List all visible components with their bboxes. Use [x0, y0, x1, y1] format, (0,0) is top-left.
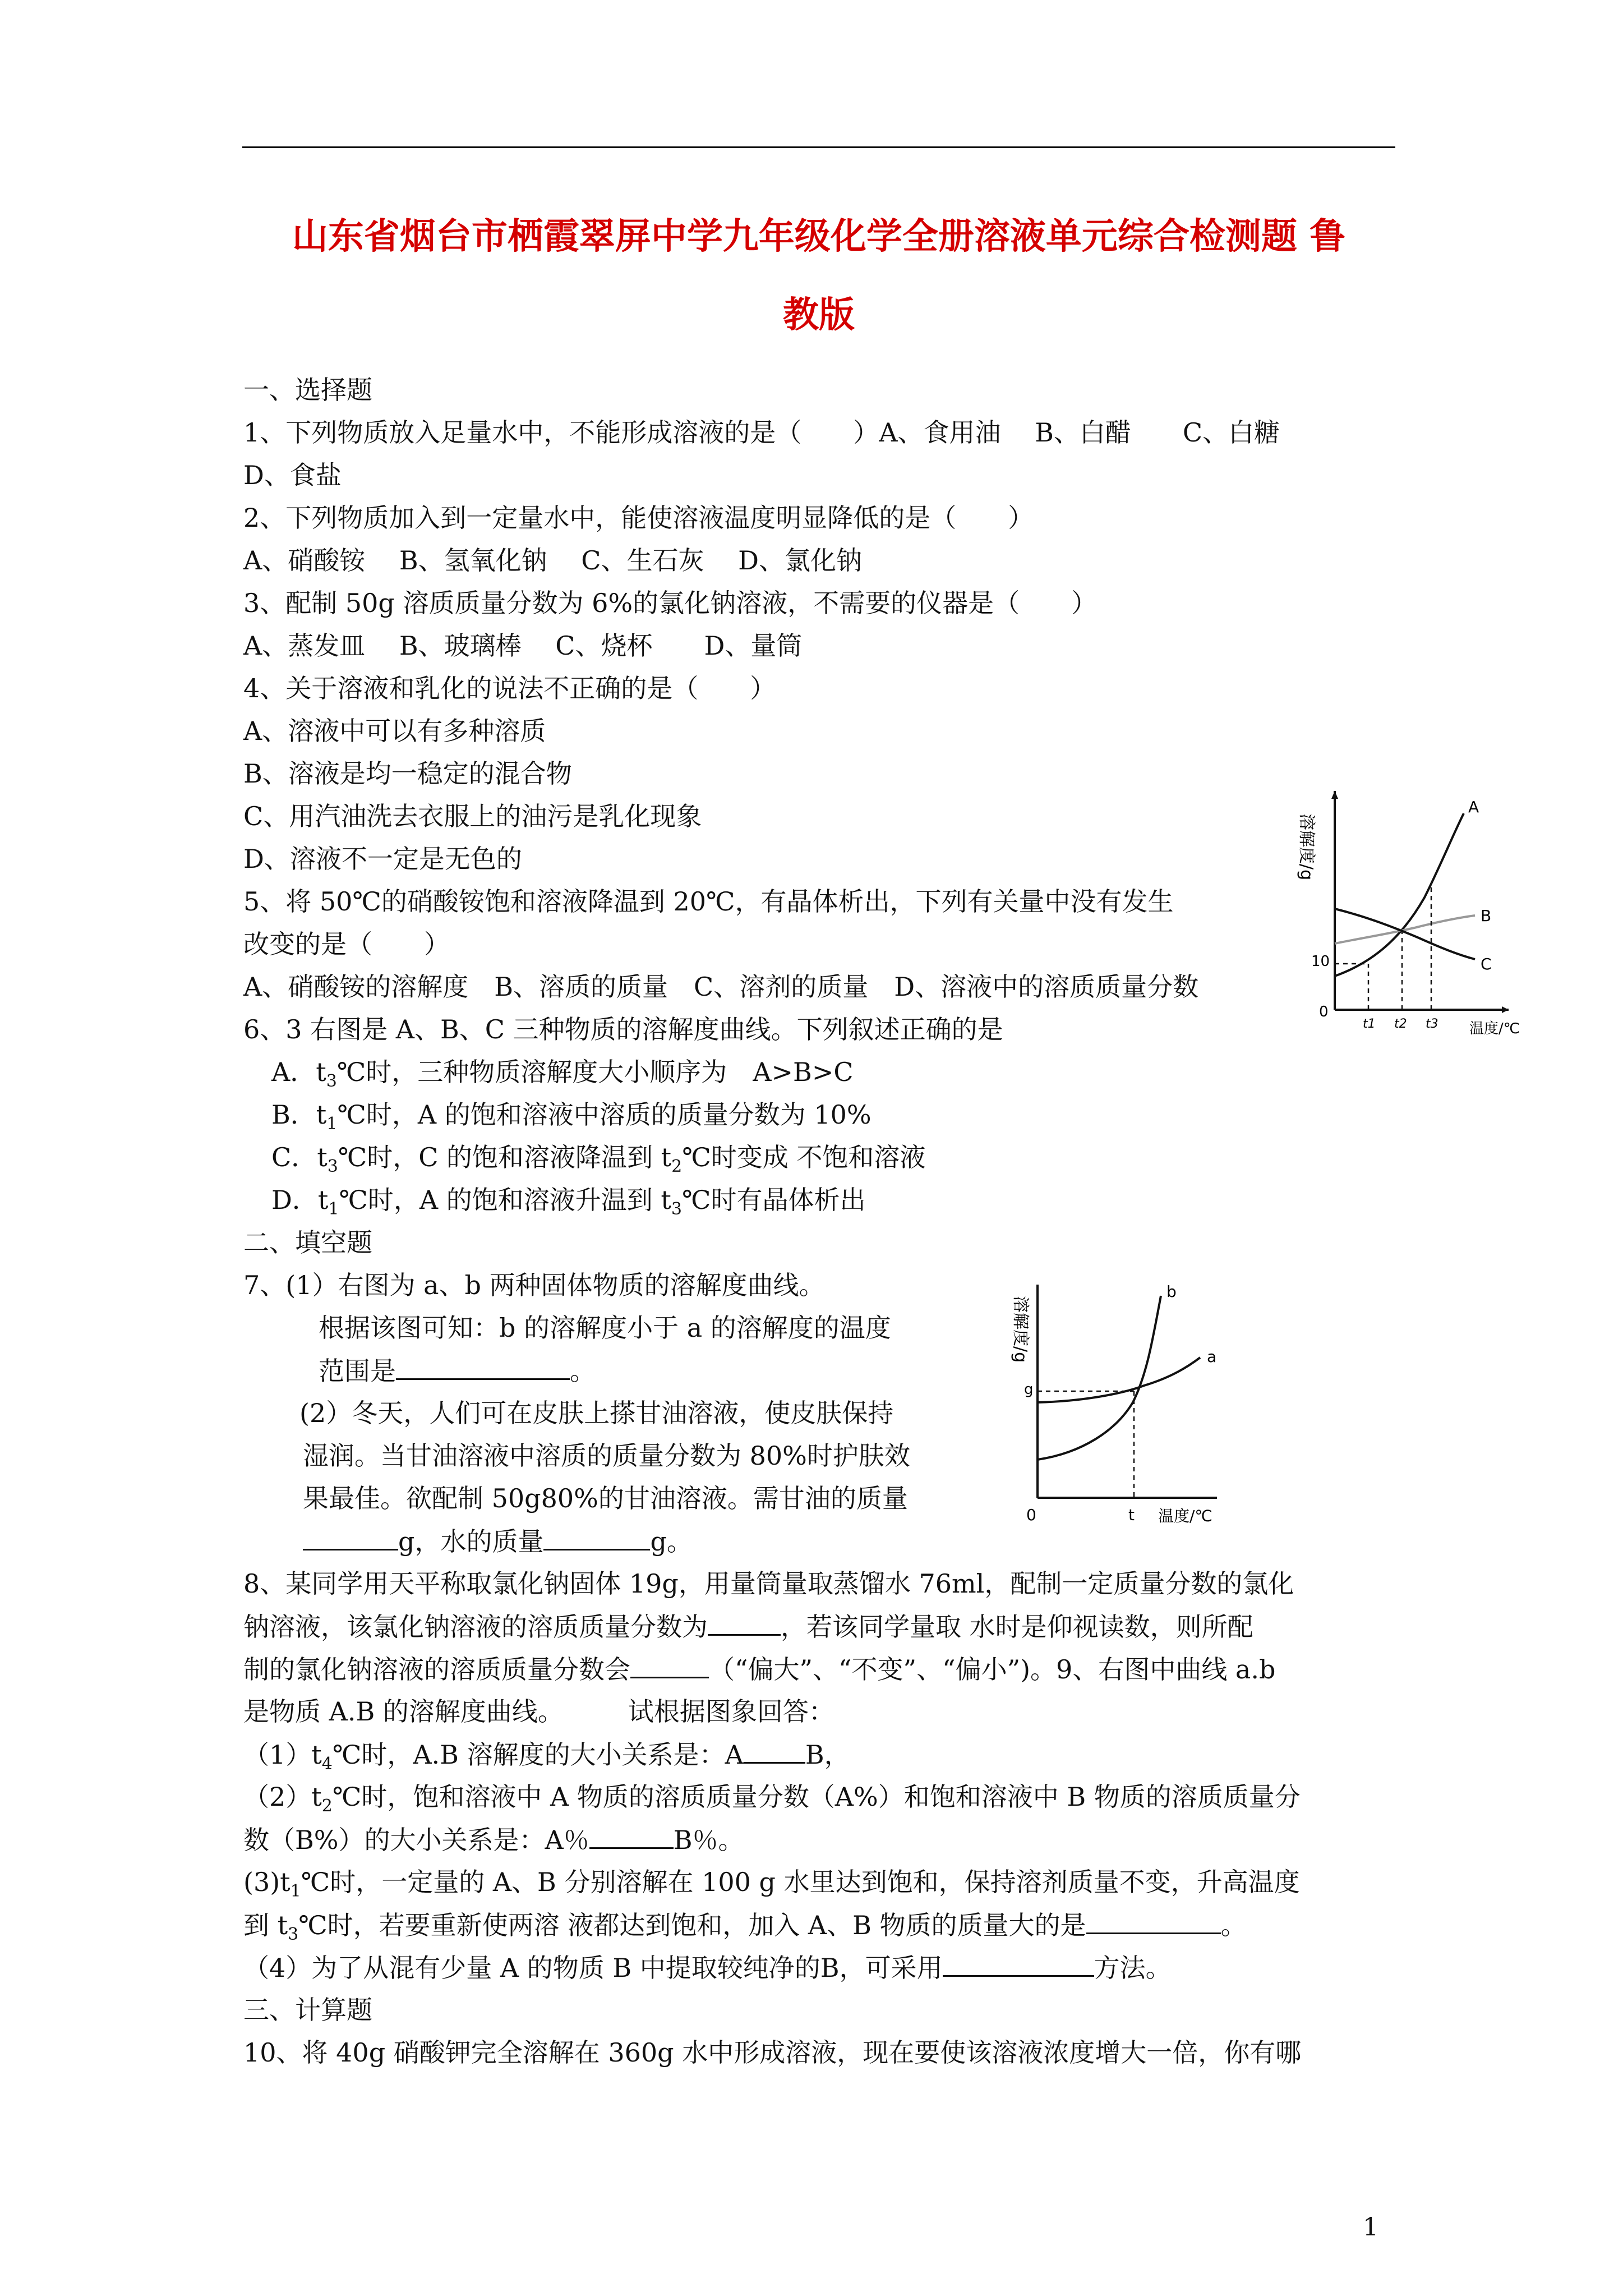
- question-1-line-1: 1、下列物质放入足量水中，不能形成溶液的是（ ）A、食用油 B、白醋 C、白糖: [243, 417, 1280, 448]
- answer-blank[interactable]: [630, 1652, 709, 1678]
- page-number: 1: [1363, 2213, 1378, 2242]
- question-8-line-1: 8、某同学用天平称取氯化钠固体 19g，用量筒量取蒸馏水 76ml，配制一定质量分数的氯化: [243, 1568, 1294, 1599]
- question-3-options: A、蒸发皿 B、玻璃棒 C、烧杯 D、量筒: [243, 631, 803, 661]
- y-axis-label: 溶解度/g: [1297, 813, 1316, 881]
- question-10-line-1: 10、将 40g 硝酸钾完全溶解在 360g 水中形成溶液，现在要使该溶液浓度增大一倍，你有哪: [243, 2037, 1302, 2068]
- answer-blank[interactable]: [543, 1524, 650, 1550]
- x-axis-arrow: [1502, 1006, 1509, 1013]
- question-4-option-a: A、溶液中可以有多种溶质: [243, 716, 546, 746]
- question-4-option-d: D、溶液不一定是无色的: [243, 844, 522, 874]
- curve-b-label: B: [1481, 907, 1492, 925]
- curve-c: [1335, 909, 1475, 959]
- y-axis-label: 溶解度/g: [1011, 1296, 1030, 1363]
- question-7-line-2: 根据该图可知：b 的溶解度小于 a 的溶解度的温度: [319, 1313, 891, 1343]
- question-9-part-4: （4）为了从混有少量 A 的物质 B 中提取较纯净的B，可采用 方法。: [243, 1950, 1172, 1985]
- solubility-chart-abc: [1284, 774, 1548, 1043]
- question-4-line-1: 4、关于溶液和乳化的说法不正确的是（ ）: [243, 673, 776, 703]
- header-rule: [242, 146, 1395, 148]
- page-title-line1: 山东省烟台市栖霞翠屏中学九年级化学全册溶液单元综合检测题 鲁: [292, 216, 1346, 257]
- curve-a-label: A: [1468, 798, 1479, 816]
- question-8-line-3: 制的氯化钠溶液的溶质质量分数会 （“偏大”、“不变”、“偏小”)。9、右图中曲线 a.b: [243, 1652, 1275, 1686]
- question-7-line-4: (2）冬天，人们可在皮肤上搽甘油溶液，使皮肤保持: [299, 1398, 894, 1428]
- section-heading-1: 一、选择题: [243, 375, 372, 405]
- question-6-option-b: B．$t_1℃$时，A 的饱和溶液中溶质的质量分数为 10%: [271, 1099, 872, 1134]
- question-3-line-1: 3、配制 50g 溶质质量分数为 6%的氯化钠溶液，不需要的仪器是（ ）: [243, 588, 1098, 618]
- origin-label: 0: [1319, 1004, 1329, 1020]
- question-6-option-d: D．$t_1℃$时，A 的饱和溶液升温到 $t_3℃$时有晶体析出: [271, 1185, 866, 1220]
- solubility-chart-ab: [1004, 1273, 1245, 1531]
- answer-blank[interactable]: [303, 1524, 398, 1550]
- question-9-part-1: $(1)t_4℃$时，A.B 溶解度的大小关系是：A B，: [243, 1737, 850, 1781]
- curve-a-label: a: [1207, 1347, 1217, 1366]
- question-1-line-2: D、食盐: [243, 460, 342, 490]
- question-9-part-3-line-2: 到 $t_3℃$时，若要重新使两溶 液都达到饱和，加入 A、B 物质的质量大的是 。: [243, 1908, 1247, 1952]
- answer-blank[interactable]: [589, 1823, 674, 1849]
- curve-b-label: b: [1166, 1282, 1177, 1301]
- question-6-option-c: C．$t_3℃$时，C 的饱和溶液降温到 $t_2℃$时变成 不饱和溶液: [271, 1142, 926, 1177]
- question-7-line-7: g，水的质量 g。: [303, 1524, 693, 1558]
- question-7-line-5: 湿润。当甘油溶液中溶质的质量分数为 80%时护肤效: [303, 1441, 910, 1471]
- page-title-line2: 教版: [783, 295, 855, 336]
- g-label: g: [1024, 1381, 1034, 1398]
- curve-b: [1335, 915, 1475, 944]
- question-9-part-2-line-1: $(2)t_2℃$时，饱和溶液中 A 物质的溶质质量分数（A%）和饱和溶液中 B 物质的溶质质量分: [243, 1782, 1301, 1816]
- question-9-stem: 是物质 A.B 的溶解度曲线。 试根据图象回答：: [243, 1696, 834, 1727]
- curve-c-label: C: [1481, 955, 1492, 973]
- question-5-line-1: 5、将 50℃的硝酸铵饱和溶液降温到 20℃，有晶体析出，下列有关量中没有发生: [243, 886, 1174, 917]
- question-2-options: A、硝酸铵 B、氢氧化钠 C、生石灰 D、氯化钠: [243, 545, 862, 576]
- answer-blank[interactable]: [744, 1737, 805, 1764]
- origin-label: 0: [1026, 1506, 1036, 1524]
- t2-label: t2: [1394, 1017, 1407, 1031]
- question-6-stem: 6、3 右图是 A、B、C 三种物质的溶解度曲线。下列叙述正确的是: [243, 1014, 1003, 1045]
- section-heading-3: 三、计算题: [243, 1995, 372, 2025]
- curve-a: [1335, 813, 1464, 976]
- x-axis-label: 温度/℃: [1158, 1507, 1212, 1525]
- question-5-options: A、硝酸铵的溶解度 B、溶质的质量 C、溶剂的质量 D、溶液中的溶质质量分数: [243, 972, 1199, 1002]
- question-5-line-2: 改变的是（ ）: [243, 929, 450, 959]
- x-axis-label: 温度/℃: [1469, 1020, 1520, 1037]
- question-4-option-c: C、用汽油洗去衣服上的油污是乳化现象: [243, 801, 702, 831]
- question-9-part-3-line-1: $(3)t_1℃$时，一定量的 A、B 分别溶解在 100 g 水里达到饱和，保持溶剂质量不变，升高温度: [243, 1867, 1300, 1902]
- question-7-line-3: 范围是 。: [319, 1354, 596, 1388]
- t3-label: t3: [1426, 1017, 1438, 1031]
- section-heading-2: 二、填空题: [243, 1227, 372, 1258]
- answer-blank[interactable]: [396, 1354, 570, 1380]
- curve-b: [1038, 1296, 1161, 1460]
- question-7-line-6: 果最佳。欲配制 50g80%的甘油溶液。需甘油的质量: [303, 1483, 908, 1513]
- answer-blank[interactable]: [1086, 1908, 1221, 1934]
- t-label: t: [1128, 1506, 1135, 1524]
- question-6-option-a: A．$t_3℃$时，三种物质溶解度大小顺序为 A>B>C: [271, 1057, 854, 1092]
- answer-blank[interactable]: [708, 1609, 781, 1636]
- y-axis-arrow: [1331, 791, 1338, 799]
- question-4-option-b: B、溶液是均一稳定的混合物: [243, 758, 572, 789]
- y-tick-10: 10: [1311, 953, 1330, 970]
- question-2-line-1: 2、下列物质加入到一定量水中，能使溶液温度明显降低的是（ ）: [243, 503, 1034, 533]
- question-9-part-2-line-2: 数（B%）的大小关系是：A％ B％。: [243, 1823, 744, 1857]
- question-8-line-2: 钠溶液，该氯化钠溶液的溶质质量分数为 ，若该同学量取 水时是仰视读数，则所配: [243, 1609, 1253, 1644]
- answer-blank[interactable]: [943, 1950, 1094, 1977]
- curve-a: [1038, 1358, 1200, 1402]
- question-7-line-1: 7、(1）右图为 a、b 两种固体物质的溶解度曲线。: [243, 1270, 825, 1300]
- t1-label: t1: [1363, 1017, 1376, 1031]
